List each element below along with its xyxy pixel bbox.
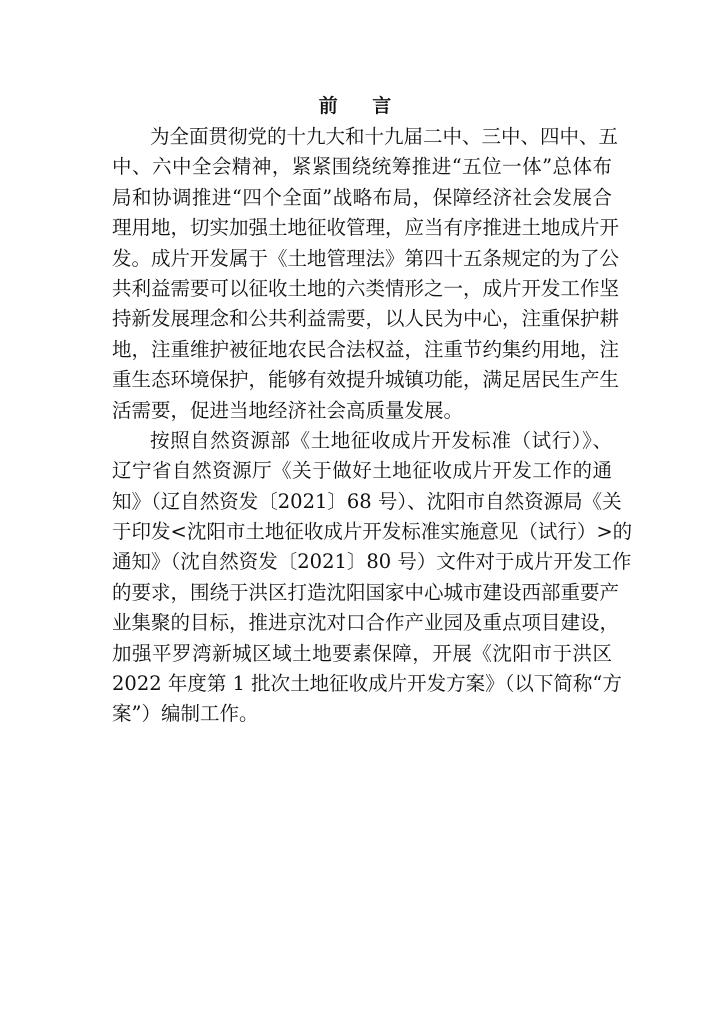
text-line: 地，注重维护被征地农民合法权益，注重节约集约用地，注 — [112, 337, 620, 361]
text-line: 发。成片开发属于《土地管理法》第四十五条规定的为了公 — [112, 246, 620, 270]
text-line: 辽宁省自然资源厅《关于做好土地征收成片开发工作的通 — [112, 459, 612, 483]
text-line: 的要求，围绕于洪区打造沈阳国家中心城市建设西部重要产 — [112, 580, 620, 604]
paragraph-2 — [112, 426, 633, 730]
paragraph-1 — [112, 122, 620, 426]
text-line: 按照自然资源部《土地征收成片开发标准（试行）》、 — [150, 428, 612, 452]
text-line: 业集聚的目标，推进京沈对口合作产业园及重点项目建设， — [112, 611, 620, 635]
text-line: 共利益需要可以征收土地的六类情形之一，成片开发工作坚 — [112, 276, 620, 300]
text-line: 通知》（沈自然资发〔2021〕80 号）文件对于成片开发工作 — [112, 550, 632, 574]
text-line: 重生态环境保护，能够有效提升城镇功能，满足居民生产生 — [112, 368, 620, 392]
text-line: 2022 年度第 1 批次土地征收成片开发方案》（以下简称“方 — [112, 672, 622, 696]
text-line: 理用地，切实加强土地征收管理，应当有序推进土地成片开 — [112, 216, 620, 240]
page-title: 前 言 — [318, 95, 406, 117]
text-line: 于印发<沈阳市土地征收成片开发标准实施意见（试行）>的 — [112, 520, 633, 544]
text-line: 知》（辽自然资发〔2021〕68 号）、沈阳市自然资源局《关 — [112, 489, 622, 513]
text-line: 活需要，促进当地经济社会高质量发展。 — [112, 398, 464, 422]
text-line: 局和协调推进“四个全面”战略布局，保障经济社会发展合 — [112, 185, 612, 209]
text-line: 为全面贯彻党的十九大和十九届二中、三中、四中、五 — [150, 125, 619, 148]
text-line: 加强平罗湾新城区域土地要素保障，开展《沈阳市于洪区 — [112, 641, 612, 665]
text-line: 持新发展理念和公共利益需要，以人民为中心，注重保护耕 — [112, 307, 620, 331]
document-body — [112, 122, 633, 730]
text-line: 中、六中全会精神，紧紧围绕统筹推进“五位一体”总体布 — [112, 155, 612, 179]
text-line: 案”）编制工作。 — [112, 702, 259, 726]
